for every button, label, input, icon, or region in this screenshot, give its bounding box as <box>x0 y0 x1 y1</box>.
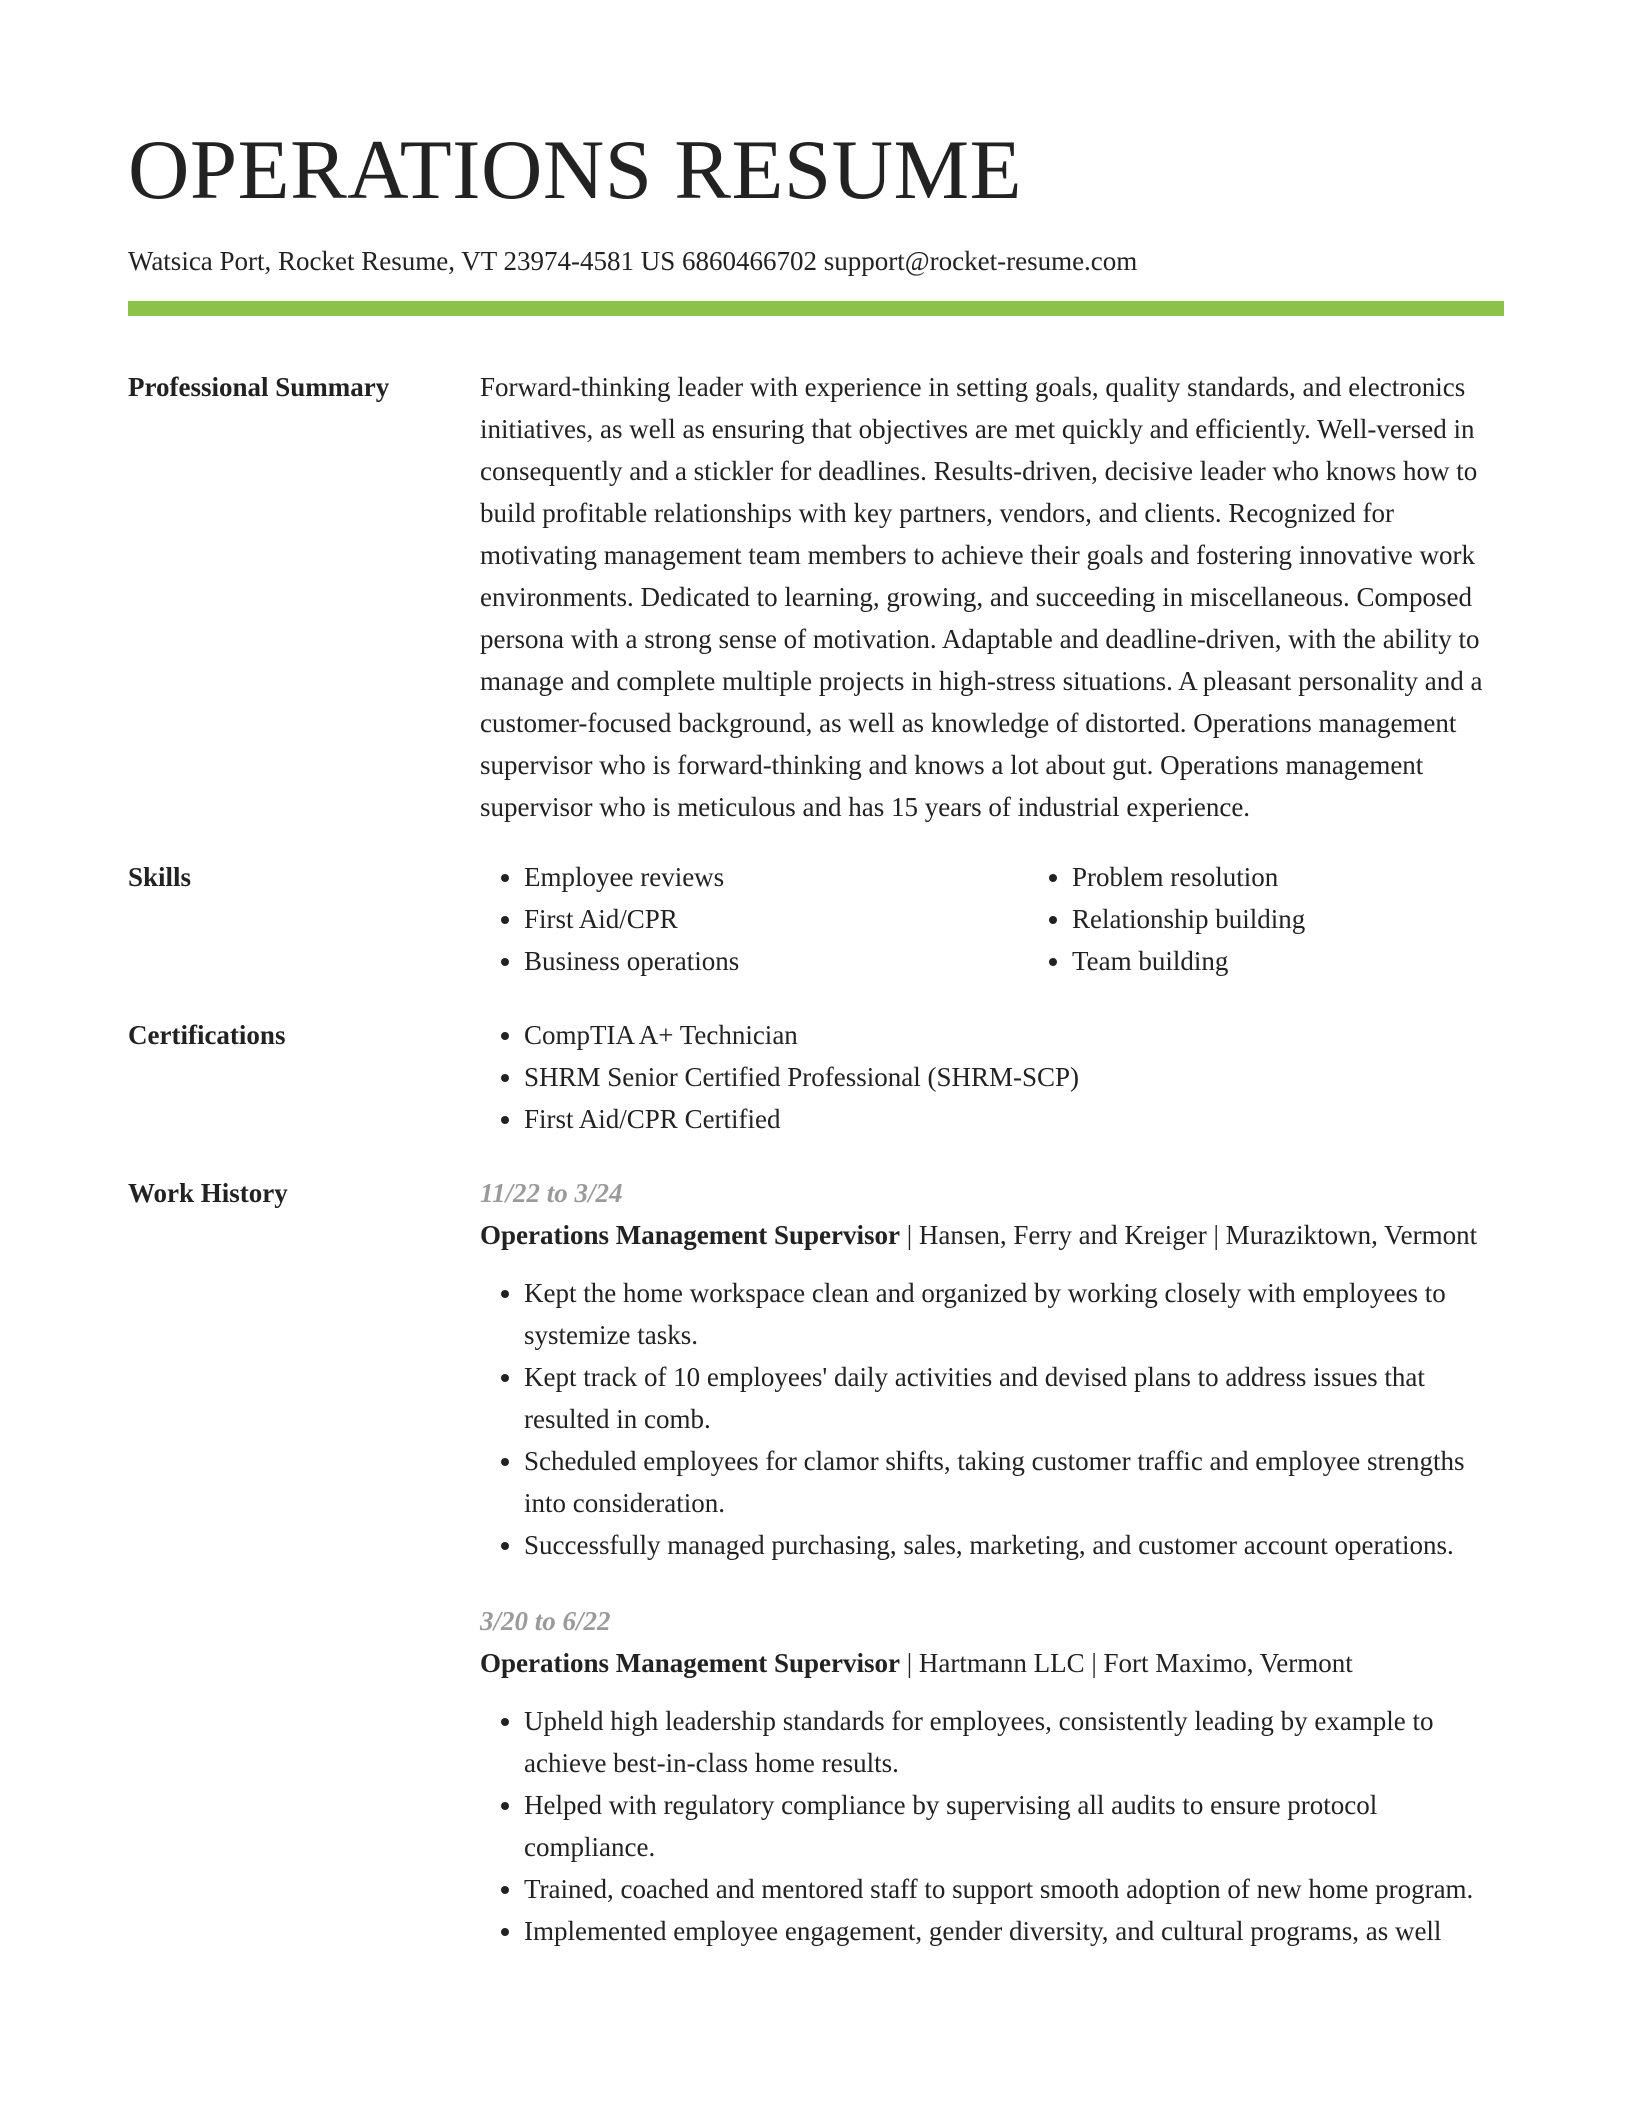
job-title: Operations Management Supervisor <box>480 1220 900 1250</box>
job-bullet: • Kept the home workspace clean and organized by working closely with employees to systemize tasks. <box>524 1272 1504 1356</box>
skill-item: • Employee reviews <box>524 856 1028 898</box>
job-bullet: • Upheld high leadership standards for employees, consistently leading by example to achieve best-in-class home results. <box>524 1700 1504 1784</box>
certification-item: • CompTIA A+ Technician <box>524 1014 1504 1056</box>
section-label-certifications: Certifications <box>128 1020 286 1050</box>
skill-item: • Relationship building <box>1072 898 1576 940</box>
job-entry <box>480 1172 1504 1566</box>
section-label-summary: Professional Summary <box>128 372 390 402</box>
work-history-section <box>128 1172 1504 1986</box>
resume-page <box>128 0 1504 1986</box>
certifications-list <box>480 1014 1504 1140</box>
job-bullet: • Helped with regulatory compliance by supervising all audits to ensure protocol compliance. <box>524 1784 1504 1868</box>
job-bullets <box>480 1272 1504 1566</box>
job-dates: 3/20 to 6/22 <box>480 1606 611 1636</box>
job-bullets <box>480 1700 1504 1952</box>
skills-list-left <box>480 856 1028 982</box>
summary-section <box>128 366 1504 828</box>
resume-title: OPERATIONS RESUME <box>128 123 1023 217</box>
job-bullet: • Scheduled employees for clamor shifts, taking customer traffic and employee strengths into consideration. <box>524 1440 1504 1524</box>
job-bullet: • Kept track of 10 employees' daily activities and devised plans to address issues that resulted in comb. <box>524 1356 1504 1440</box>
job-dates: 11/22 to 3/24 <box>480 1178 623 1208</box>
job-entry <box>480 1600 1504 1952</box>
certification-item: • SHRM Senior Certified Professional (SHRM-SCP) <box>524 1056 1504 1098</box>
section-label-skills: Skills <box>128 862 192 892</box>
skill-item: • Team building <box>1072 940 1576 982</box>
accent-divider <box>128 301 1504 316</box>
skill-item: • Problem resolution <box>1072 856 1576 898</box>
certification-item: • First Aid/CPR Certified <box>524 1098 1504 1140</box>
job-employer-location: | Hansen, Ferry and Kreiger | Muraziktown, Vermont <box>899 1220 1478 1250</box>
job-employer-location: | Hartmann LLC | Fort Maximo, Vermont <box>899 1648 1353 1678</box>
skill-item: • Business operations <box>524 940 1028 982</box>
skills-section <box>128 856 1504 982</box>
job-title: Operations Management Supervisor <box>480 1648 900 1678</box>
contact-line: Watsica Port, Rocket Resume, VT 23974-4581 US 6860466702 support@rocket-resume.com <box>128 246 1138 276</box>
job-bullet: • Successfully managed purchasing, sales, marketing, and customer account operations. <box>524 1524 1504 1566</box>
skill-item: • First Aid/CPR <box>524 898 1028 940</box>
job-header <box>480 1642 1504 1684</box>
skills-grid <box>480 856 1576 982</box>
job-bullet: • Trained, coached and mentored staff to support smooth adoption of new home program. <box>524 1868 1504 1910</box>
section-label-work-history: Work History <box>128 1178 288 1208</box>
job-header <box>480 1214 1504 1256</box>
summary-text: Forward-thinking leader with experience in setting goals, quality standards, and electronics initiatives, as well as ensuring that objectives are met quickly and efficiently. Well-versed in consequently and a stickler for deadlines. Results-driven, decisive leader who knows how to build profitable relationships with key partners, vendors, and clients. Recognized for motivating management team members to achieve their goals and fostering innovative work environments. Dedicated to learning, growing, and succeeding in miscellaneous. Composed persona with a strong sense of motivation. Adaptable and deadline-driven, with the ability to manage and complete multiple projects in high-stress situations. A pleasant personality and a customer-focused background, as well as knowledge of distorted. Operations management supervisor who is forward-thinking and knows a lot about gut. Operations management supervisor who is meticulous and has 15 years of industrial experience. <box>480 372 1483 822</box>
skills-list-right <box>1028 856 1576 982</box>
certifications-section <box>128 1014 1504 1140</box>
job-bullet: • Implemented employee engagement, gender diversity, and cultural programs, as well <box>524 1910 1504 1952</box>
